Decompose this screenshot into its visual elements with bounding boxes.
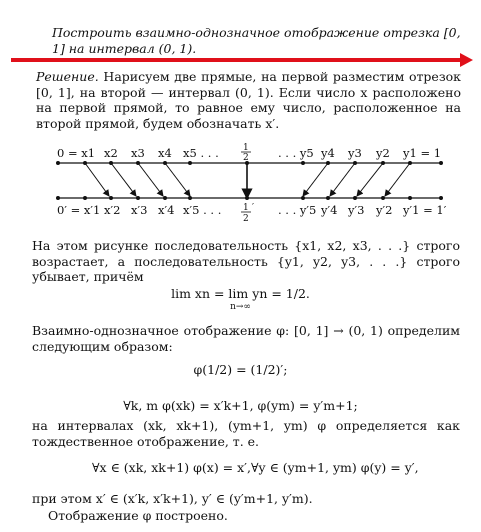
bottom-label-10: y′1 = 1′ [403,203,447,217]
equation-identity-x: ∀x ∈ (xk, xk+1) φ(x) = x′, [92,460,251,475]
top-label-10: y1 = 1 [403,146,442,160]
paragraph-conditions: при этом x′ ∈ (x′k, x′k+1), y′ ∈ (y′m+1, y′m). [32,491,313,506]
limit-formula [0,286,481,302]
solution-label: Решение. [36,69,99,84]
bottom-label-7: y′4 [321,203,338,217]
mapping-diagram [0,140,481,230]
equation-identity-y: ∀y ∈ (ym+1, ym) φ(y) = y′, [251,460,419,475]
top-label-8: y3 [348,146,362,160]
top-label-4: x5 . . . [183,146,219,160]
bottom-half-den: 2 [243,214,249,224]
top-label-6: . . . y5 [278,146,314,160]
bottom-label-8: y′3 [348,203,365,217]
limit-text: lim xn = lim yn = 1/2. [171,286,310,301]
top-label-0: 0 = x1 [57,146,96,160]
bottom-label-0: 0′ = x′1 [57,203,101,217]
arrow-x2 [111,163,136,196]
top-label-1: x2 [104,146,118,160]
arrow-x1 [85,163,109,196]
red-arrow-line [11,58,463,62]
bottom-label-4: x′5 . . . [183,203,222,217]
top-label-3: x4 [158,146,172,160]
svg-text:′: ′ [252,203,255,213]
arrow-y2 [357,163,383,196]
bottom-label-3: x′4 [158,203,175,217]
solution-paragraph [36,69,461,131]
half-den: 2 [243,153,249,163]
arrow-y4 [303,163,328,196]
solution-text: Нарисуем две прямые, на первой разместим отрезок [0, 1], на второй — интервал (0, 1). Если число x расположено на первой прямой, то равное ему число, расположенное на второй прямой, будем обозначать x′. [36,69,461,131]
arrow-x3 [138,163,163,196]
bottom-label-6: . . . y′5 [278,203,317,217]
equation-half: φ(1/2) = (1/2)′; [193,362,288,377]
paragraph-mapping-def: Взаимно-однозначное отображение φ: [0, 1] → (0, 1) определим следующим образом: [32,323,460,354]
red-arrow-head-icon [460,53,473,67]
half-num: 1 [243,143,249,153]
bottom-label-9: y′2 [376,203,393,217]
equation-sequences: ∀k, m φ(xk) = x′k+1, φ(ym) = y′m+1; [123,398,358,413]
top-label-2: x3 [131,146,145,160]
arrow-x4 [165,163,190,196]
paragraph-intervals: на интервалах (xk, xk+1), (ym+1, ym) φ определяется как тождественное отображение, т. е. [32,418,460,449]
limit-subscript: n→∞ [230,302,251,312]
bottom-label-1: x′2 [104,203,121,217]
paragraph-sequences: На этом рисунке последовательность {x1, x2, x3, . . .} строго возрастает, а последовательность {y1, y2, y3, . . .} строго убывает, причём [32,238,460,284]
top-label-9: y2 [376,146,390,160]
arrow-y1 [385,163,410,196]
paragraph-conclusion: Отображение φ построено. [48,508,228,523]
bottom-half-num: 1 [243,203,249,213]
arrow-y3 [330,163,355,196]
top-label-7: y4 [321,146,335,160]
bottom-label-2: x′3 [131,203,148,217]
problem-statement: Построить взаимно-однозначное отображение отрезка [0, 1] на интервал (0, 1). [52,25,461,56]
